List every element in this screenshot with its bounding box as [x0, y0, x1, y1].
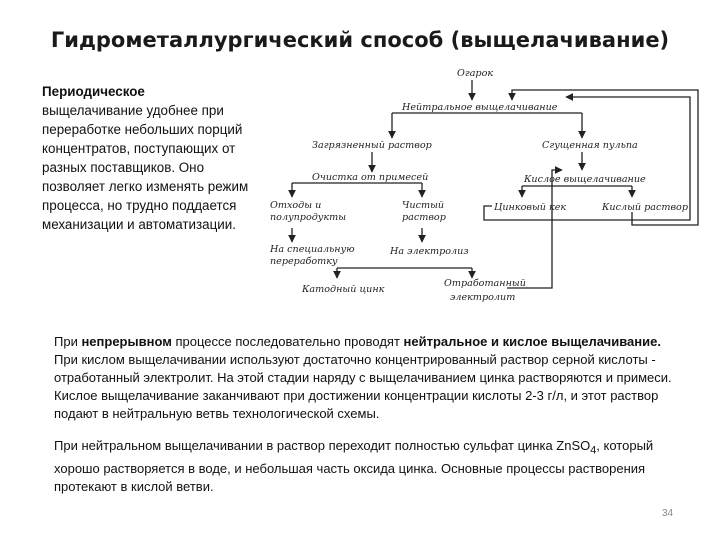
node-purification: Очистка от примесей	[312, 172, 429, 183]
node-electrolysis: На электролиз	[390, 246, 469, 257]
node-special-line1: На специальную	[270, 244, 355, 255]
paragraph-neutral	[54, 437, 684, 496]
node-waste-line2: полупродукты	[270, 212, 347, 223]
node-thickened-pulp: Сгущенная пульпа	[542, 140, 638, 151]
left-body: выщелачивание удобнее при переработке небольших порций концентратов, поступающих от разных поставщиков. Оно позволяет легко изменять режим процесса, но трудно поддается механизации и автоматизации.	[42, 103, 249, 232]
node-cathode-zinc: Катодный цинк	[302, 284, 385, 295]
node-waste-line1: Отходы и	[270, 200, 322, 211]
p1-text-e: При кислом выщелачивании используют достаточно концентрированный раствор серной кислоты - отработанный электролит. На этой стадии наряду с выщелачиванием цинка растворяются и примеси. Кислое выщелачивание заканчивают при достижении концентрации кислоты 2-3 г/л, и этот раствор подают в нейтральную ветвь технологической схемы.	[54, 352, 672, 421]
node-acid-leaching: Кислое выщелачивание	[524, 174, 646, 185]
p1-bold-leaching: нейтральное и кислое выщелачивание.	[403, 334, 661, 349]
node-acid-solution: Кислый раствор	[602, 202, 688, 213]
node-pure-line2: раствор	[402, 212, 446, 223]
node-zinc-cake: Цинковый кек	[494, 202, 567, 213]
node-pure-line1: Чистый	[402, 200, 445, 211]
p1-text-a: При	[54, 334, 82, 349]
p2-formula: SO	[571, 438, 591, 453]
node-special-line2: переработку	[270, 256, 338, 267]
p2-text-c: , который хорошо растворяется в воде, и небольшая часть оксида цинка. Основные процессы растворения протекают в кислой ветви.	[54, 438, 654, 494]
node-ogarok: Огарок	[457, 68, 494, 79]
process-flow-diagram	[262, 60, 702, 315]
flow-svg	[262, 60, 702, 315]
node-spent-line1: Отработанный	[444, 278, 526, 289]
node-spent-line2: электролит	[450, 292, 516, 303]
p2-subscript: 4	[590, 444, 597, 457]
p1-text-c: процессе последовательно проводят	[171, 334, 404, 349]
page-number: 34	[662, 508, 674, 519]
node-neutral-leaching: Нейтральное выщелачивание	[402, 102, 558, 113]
node-dirty-solution: Загрязненный раствор	[312, 140, 432, 151]
slide-title: Гидрометаллургический способ (выщелачивание)	[50, 28, 670, 52]
p1-bold-continuous: непрерывном	[81, 334, 172, 349]
paragraph-continuous	[54, 333, 684, 423]
left-description	[42, 82, 257, 234]
p2-text-a: При нейтральном выщелачивании в раствор переходит полностью сульфат цинка Zn	[54, 438, 572, 453]
left-lead: Периодическое	[42, 84, 145, 99]
